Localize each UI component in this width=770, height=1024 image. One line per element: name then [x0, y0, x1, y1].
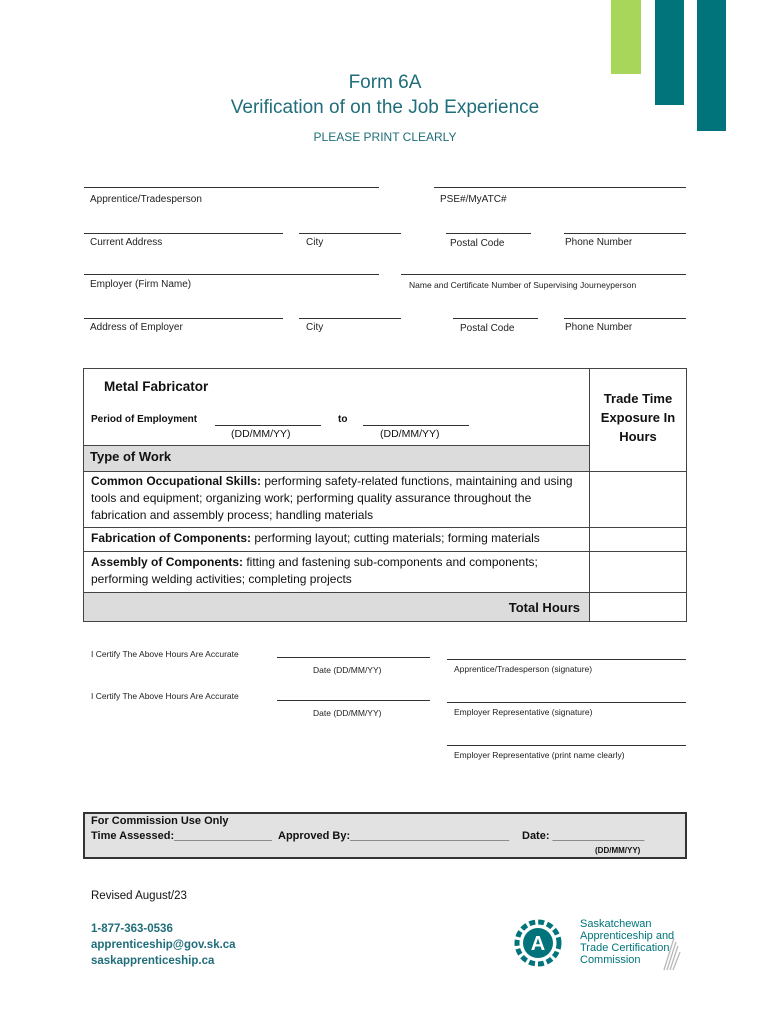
postal2-line[interactable] — [453, 318, 538, 319]
period-start-format: (DD/MM/YY) — [231, 428, 291, 440]
type-of-work: Type of Work — [90, 449, 172, 464]
sig1-line[interactable] — [447, 659, 686, 660]
logo-mark-icon — [508, 917, 578, 969]
commission-heading: For Commission Use Only — [91, 815, 229, 827]
sig2-line[interactable] — [447, 702, 686, 703]
row1-title: Common Occupational Skills: — [91, 474, 262, 488]
logo-line-2: Apprenticeship and — [580, 930, 675, 942]
row2-desc: performing layout; cutting materials; forming materials — [251, 531, 540, 545]
row2-text — [91, 530, 583, 547]
city1-line[interactable] — [299, 233, 401, 234]
time-assessed: Time Assessed:________________ — [91, 830, 273, 842]
certify-statement-1: I Certify The Above Hours Are Accurate — [91, 649, 239, 659]
hours-header: Trade Time Exposure In Hours — [600, 391, 676, 444]
print-name-label: Employer Representative (print name clearly) — [454, 750, 625, 760]
employer-address-line[interactable] — [84, 318, 283, 319]
trade-name: Metal Fabricator — [104, 379, 209, 394]
commission-date: Date: _______________ — [522, 830, 645, 842]
certify-statement-2: I Certify The Above Hours Are Accurate — [91, 691, 239, 701]
contact-website[interactable]: saskapprenticeship.ca — [91, 955, 215, 967]
date1-line[interactable] — [277, 657, 430, 658]
contact-email[interactable]: apprenticeship@gov.sk.ca — [91, 939, 236, 951]
print-name-line[interactable] — [447, 745, 686, 746]
row1-desc: performing safety-related functions, maintaining and using tools and equipment; organizing work; performing quality assurance throughout the fabrication and assembly process; handling materials — [91, 474, 573, 522]
contact-phone[interactable]: 1-877-363-0536 — [91, 923, 173, 935]
journeyperson-label: Name and Certificate Number of Supervising Journeyperson — [409, 280, 637, 290]
row3-title: Assembly of Components: — [91, 555, 244, 569]
postal1-line[interactable] — [446, 233, 531, 234]
phone1-line[interactable] — [564, 233, 686, 234]
postal2-label: Postal Code — [460, 323, 515, 334]
print-instruction: PLEASE PRINT CLEARLY — [313, 130, 457, 144]
logo-line-3: Trade Certification — [580, 942, 670, 954]
date2-line[interactable] — [277, 700, 430, 701]
form-title: Verification of on the Job Experience — [230, 97, 540, 118]
row1-text — [91, 473, 583, 524]
current-address-line[interactable] — [84, 233, 283, 234]
employer-line[interactable] — [84, 274, 379, 275]
hours-cell-1[interactable] — [589, 471, 687, 528]
postal1-label: Postal Code — [450, 238, 505, 249]
current-address-label: Current Address — [90, 237, 163, 248]
row3-text — [91, 554, 583, 588]
logo-line-1: Saskatchewan — [580, 918, 652, 930]
phone1-label: Phone Number — [565, 237, 633, 248]
city2-label: City — [306, 322, 324, 333]
hours-cell-2[interactable] — [589, 527, 687, 552]
phone2-line[interactable] — [564, 318, 686, 319]
row3-desc: fitting and fastening sub-components and components; performing welding activities; completing projects — [91, 555, 538, 586]
approved-by: Approved By:__________________________ — [278, 830, 510, 842]
pse-label: PSE#/MyATC# — [440, 194, 507, 205]
logo-line-4: Commission — [580, 954, 641, 966]
period-start-line[interactable] — [215, 425, 321, 426]
sig2-label: Employer Representative (signature) — [454, 707, 593, 717]
date1-label: Date (DD/MM/YY) — [313, 665, 382, 675]
total-hours-label: Total Hours — [508, 600, 580, 615]
to-label: to — [338, 414, 348, 425]
journeyperson-line[interactable] — [401, 274, 686, 275]
apprentice-line[interactable] — [84, 187, 379, 188]
logo-letter: A — [530, 933, 546, 955]
date2-label: Date (DD/MM/YY) — [313, 708, 382, 718]
total-hours-value-cell[interactable] — [589, 592, 687, 622]
sig1-label: Apprentice/Tradesperson (signature) — [454, 664, 593, 674]
revised-date: Revised August/23 — [91, 890, 187, 902]
period-label: Period of Employment — [91, 414, 198, 425]
hours-cell-3[interactable] — [589, 551, 687, 593]
period-end-format: (DD/MM/YY) — [380, 428, 440, 440]
row2-title: Fabrication of Components: — [91, 531, 251, 545]
city2-line[interactable] — [299, 318, 401, 319]
apprentice-label: Apprentice/Tradesperson — [90, 194, 202, 205]
decor-bar-green — [611, 0, 641, 74]
phone2-label: Phone Number — [565, 322, 633, 333]
commission-date-format: (DD/MM/YY) — [595, 846, 641, 855]
logo-wheat-icon — [660, 936, 682, 972]
employer-label: Employer (Firm Name) — [90, 279, 192, 290]
pse-line[interactable] — [434, 187, 686, 188]
employer-address-label: Address of Employer — [90, 322, 183, 333]
period-end-line[interactable] — [363, 425, 469, 426]
form-number: Form 6A — [348, 72, 422, 93]
city1-label: City — [306, 237, 324, 248]
